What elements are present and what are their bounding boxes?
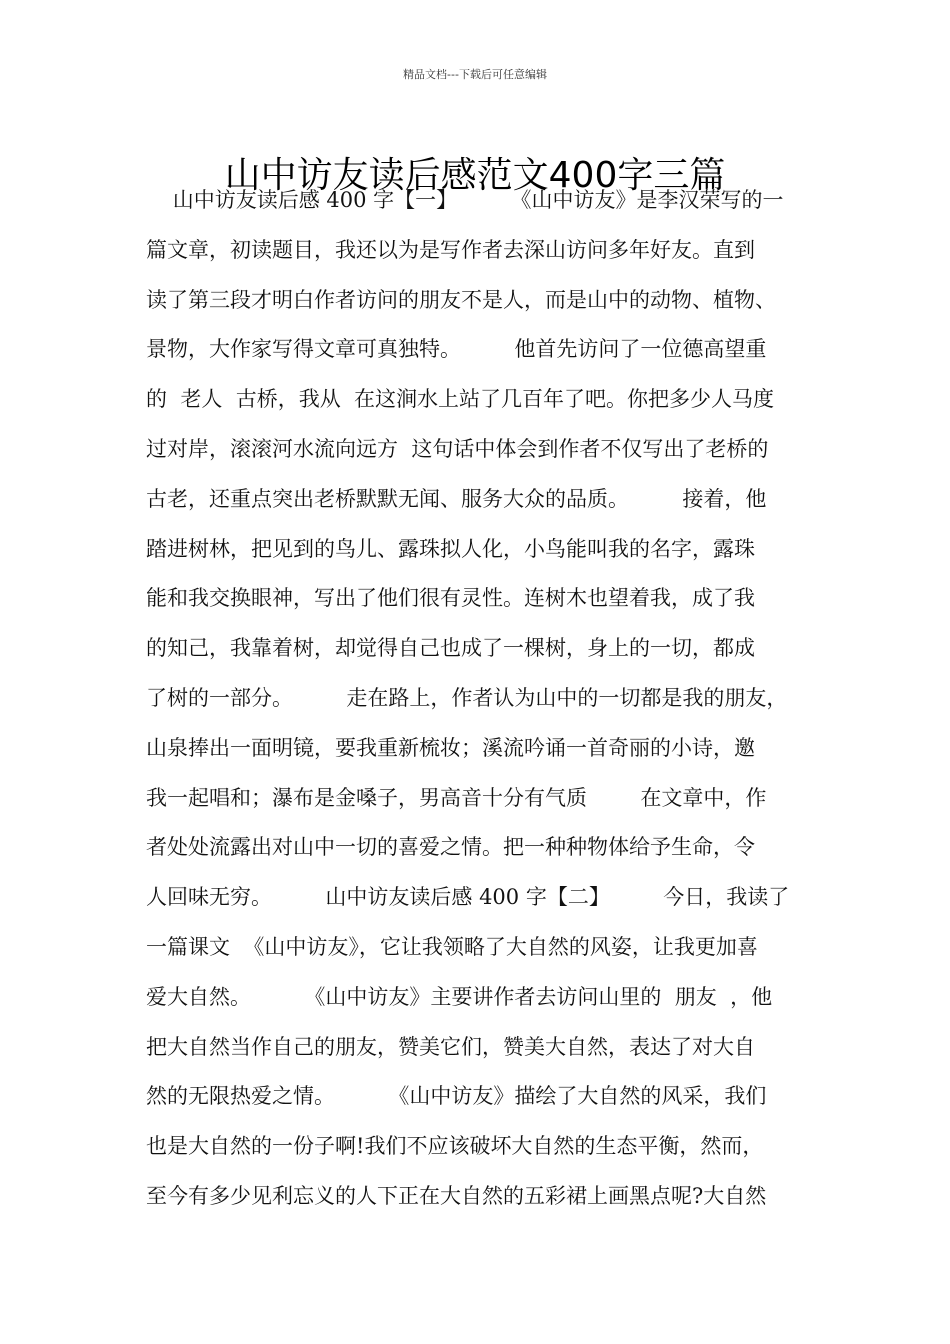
body-line: 景物，大作家写得文章可真独特。 他首先访问了一位德高望重: [146, 337, 767, 362]
body-line: 爱大自然。 《山中访友》主要讲作者去访问山里的 朋友 ，他: [146, 984, 773, 1009]
body-line: 人回味无穷。 山中访友读后感 400 字【二】 今日，我读了: [146, 885, 790, 910]
body-line: 的 老人 古桥，我从 在这涧水上站了几百年了吧。你把多少人马度: [146, 387, 775, 412]
document-body: [146, 176, 836, 1222]
body-line: 至今有多少见利忘义的人下正在大自然的五彩裙上画黑点呢?大自然: [146, 1183, 767, 1208]
body-line: 把大自然当作自己的朋友，赞美它们，赞美大自然，表达了对大自: [146, 1034, 755, 1059]
body-line: 山泉捧出一面明镜，要我重新梳妆；溪流吟诵一首奇丽的小诗，邀: [146, 735, 755, 760]
body-line: 过对岸，滚滚河水流向远方 这句话中体会到作者不仅写出了老桥的: [146, 436, 769, 461]
body-line: 踏进树林，把见到的鸟儿、露珠拟人化，小鸟能叫我的名字，露珠: [146, 536, 755, 561]
body-line: 然的无限热爱之情。 《山中访友》描绘了大自然的风采，我们: [146, 1084, 767, 1109]
body-line: 能和我交换眼神，写出了他们很有灵性。连树木也望着我，成了我: [146, 586, 755, 611]
document-title: 山中访友读后感范文400字三篇: [224, 155, 726, 197]
body-line: 古老，还重点突出老桥默默无闻、服务大众的品质。 接着，他: [146, 486, 767, 511]
body-line: 也是大自然的一份子啊!我们不应该破坏大自然的生态平衡，然而，: [146, 1134, 764, 1159]
body-line: 读了第三段才明白作者访问的朋友不是人，而是山中的动物、植物、: [146, 287, 776, 312]
body-line: 者处处流露出对山中一切的喜爱之情。把一种种物体给予生命，令: [146, 835, 755, 860]
header-note: 精品文档---下载后可任意编辑: [403, 68, 547, 81]
body-line: 我一起唱和；瀑布是金嗓子，男高音十分有气质 在文章中，作: [146, 785, 767, 810]
body-line: 的知己，我靠着树，却觉得自己也成了一棵树，身上的一切，都成: [146, 636, 755, 661]
body-line: 山中访友读后感 400 字【一】 《山中访友》是李汉荣写的一: [146, 188, 784, 212]
body-line: 一篇课文 《山中访友》，它让我领略了大自然的风姿，让我更加喜: [146, 934, 758, 959]
body-line: 了树的一部分。 走在路上，作者认为山中的一切都是我的朋友，: [146, 685, 788, 710]
body-line: 篇文章，初读题目，我还以为是写作者去深山访问多年好友。直到: [146, 237, 755, 262]
